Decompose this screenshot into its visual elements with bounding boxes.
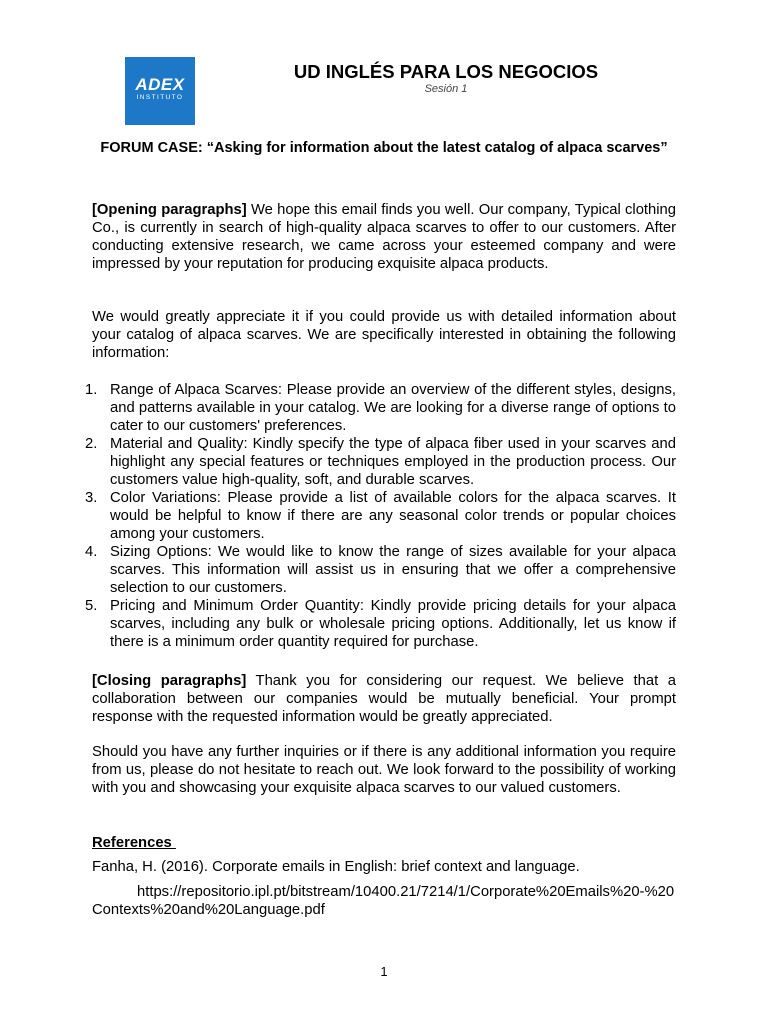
references-heading: References	[92, 835, 176, 851]
closing-paragraph	[92, 672, 676, 726]
list-item-text: Material and Quality: Kindly specify the type of alpaca fiber used in your scarves and highlight any special features or techniques employed in the production process. Our customers value high-quality, soft, and durable scarves.	[110, 436, 676, 488]
list-item-number: 4.	[85, 544, 98, 560]
request-paragraph: We would greatly appreciate it if you could provide us with detailed information about your catalog of alpaca scarves. We are specifically interested in obtaining the following information:	[92, 309, 676, 361]
logo-main-text: ADEX	[135, 75, 185, 94]
reference-url-link[interactable]: https://repositorio.ipl.pt/bitstream/10400.21/7214/1/Corporate%20Emails%20-%20Contexts%20and%20Language.pdf	[92, 884, 675, 918]
list-item-text: Pricing and Minimum Order Quantity: Kindly provide pricing details for your alpaca scarves, including any bulk or wholesale pricing options. Additionally, let us know if there is a minimum order quantity required for purchase.	[110, 598, 676, 650]
list-item	[85, 435, 676, 489]
course-title: UD INGLÉS PARA LOS NEGOCIOS	[293, 61, 599, 82]
list-item	[85, 597, 676, 651]
opening-text: We hope this email finds you well. Our company, Typical clothing Co., is currently in search of high-quality alpaca scarves to offer to our customers. After conducting extensive research, we came across your esteemed company and were impressed by your reputation for producing exquisite alpaca products.	[92, 202, 677, 272]
requested-information-list	[85, 381, 676, 651]
opening-paragraph	[92, 201, 676, 273]
list-item-number: 3.	[85, 490, 98, 506]
opening-label: [Opening paragraphs]	[92, 202, 247, 218]
list-item	[85, 489, 676, 543]
reference-citation: Fanha, H. (2016). Corporate emails in English: brief context and language.	[92, 859, 580, 875]
list-item-text: Color Variations: Please provide a list of available colors for the alpaca scarves. It would be helpful to know if there are any seasonal color trends or popular choices among your customers.	[110, 490, 676, 542]
page-number: 1	[380, 964, 388, 979]
list-item	[85, 381, 676, 435]
list-item-text: Sizing Options: We would like to know the range of sizes available for your alpaca scarves. This information will assist us in ensuring that we offer a comprehensive selection to our customers.	[110, 544, 676, 596]
adex-logo	[125, 57, 195, 125]
list-item-text: Range of Alpaca Scarves: Please provide an overview of the different styles, designs, and patterns available in your catalog. We are looking for a diverse range of options to cater to our customers' preferences.	[110, 382, 676, 434]
further-inquiries-paragraph: Should you have any further inquiries or if there is any additional information you require from us, please do not hesitate to reach out. We look forward to the possibility of working with you and showcasing your exquisite alpaca scarves to our valued customers.	[92, 744, 676, 796]
session-label: Sesión 1	[424, 83, 468, 95]
logo-sub-text: INSTITUTO	[136, 94, 184, 101]
closing-text: Thank you for considering our request. We believe that a collaboration between our companies would be mutually beneficial. Your prompt response with the requested information would be greatly appreciated.	[92, 673, 676, 725]
closing-label: [Closing paragraphs]	[92, 673, 247, 689]
forum-case-title: FORUM CASE: “Asking for information about the latest catalog of alpaca scarves”	[100, 140, 668, 156]
list-item-number: 2.	[85, 436, 98, 452]
list-item-number: 5.	[85, 598, 98, 614]
list-item-number: 1.	[85, 382, 98, 398]
list-item	[85, 543, 676, 597]
